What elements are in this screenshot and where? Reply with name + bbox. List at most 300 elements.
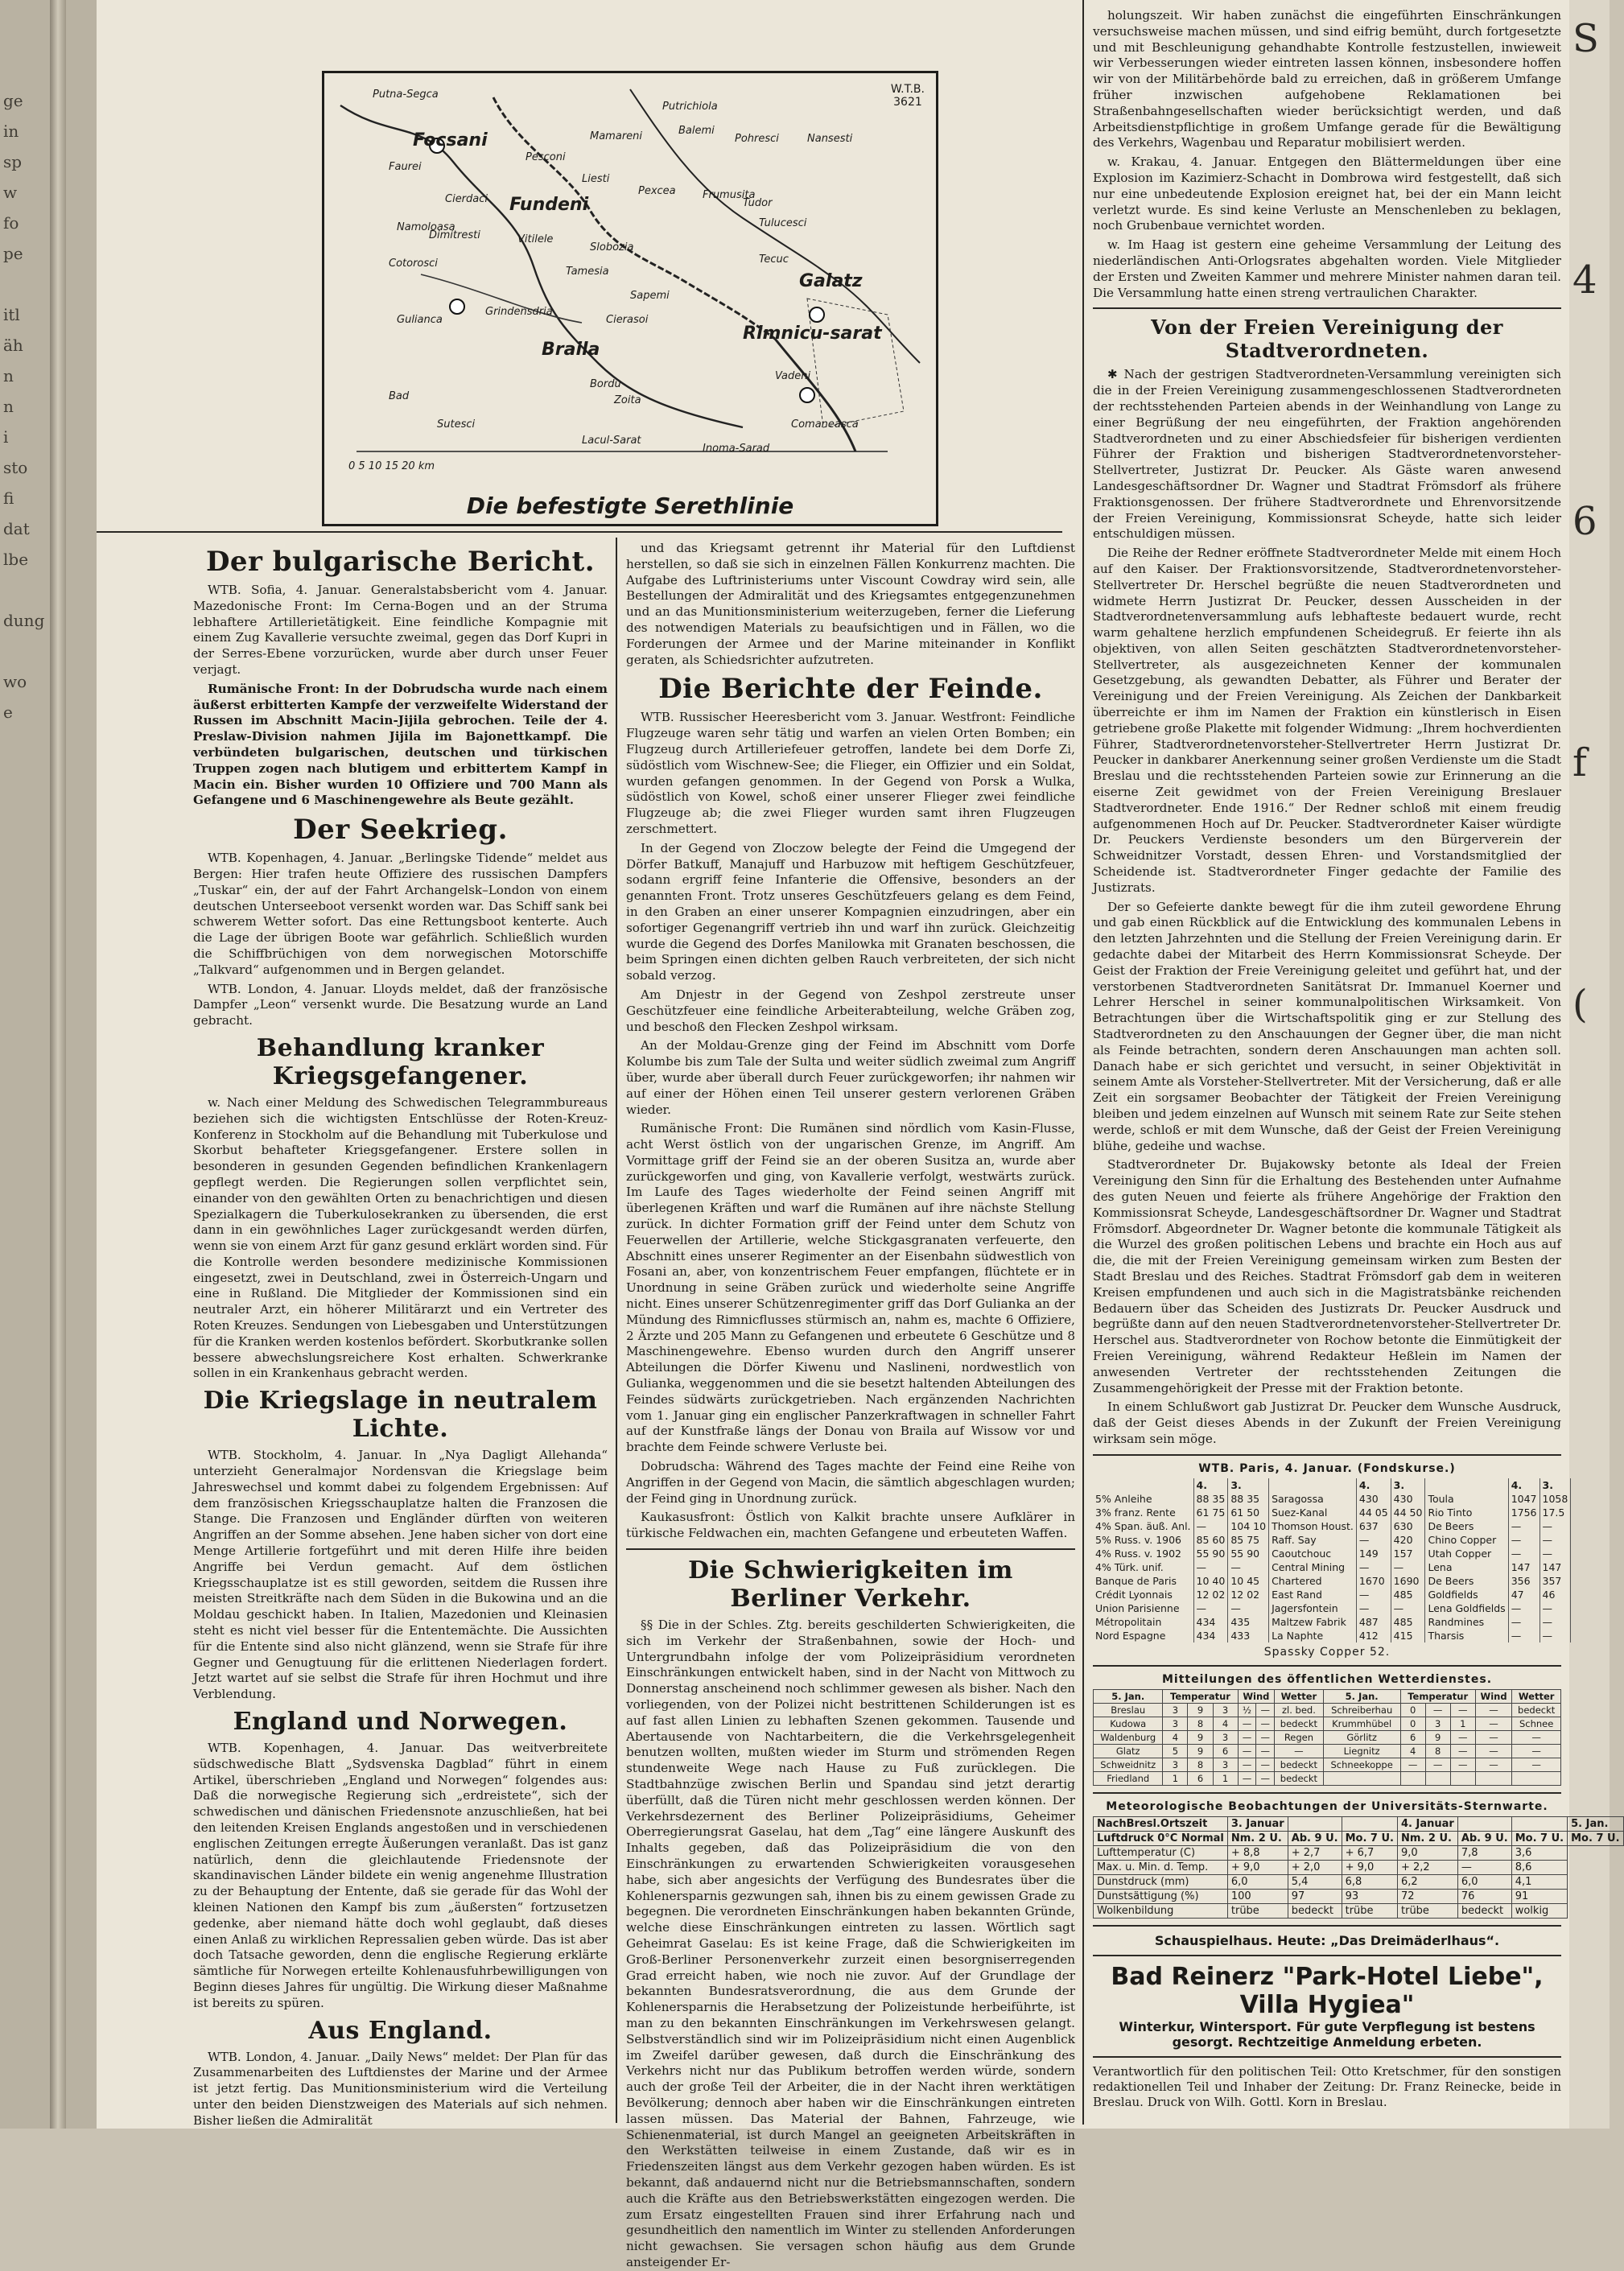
table-cell: Caoutchouc xyxy=(1269,1547,1357,1560)
table-row xyxy=(1094,1703,1561,1717)
table-cell: 430 xyxy=(1356,1492,1391,1506)
headline-bulgarian-report: Der bulgarische Bericht. xyxy=(205,546,596,578)
map-city-label: Zoita xyxy=(614,394,641,406)
table-cell: 85 75 xyxy=(1228,1533,1269,1547)
table-header-cell: Mo. 7 U. xyxy=(1568,1831,1623,1845)
article-paragraph: WTB. London, 4. Januar. „Daily News“ meldet: Der Plan für das Zusammenarbeiten des Luftdienstes der Marine und der Armee ist jetzt fertig. Das Munitionsministerium wird die Verteilung unter den beiden Dienstzweigen des Materials auf sich nehmen. Bisher ließen die Admiralität xyxy=(193,2049,608,2128)
table-row xyxy=(1093,1519,1571,1533)
edge-fragment: fi xyxy=(3,488,14,508)
article-paragraph: Dobrudscha: Während des Tages machte der Feind eine Reihe von Angriffen in der Gegend von Macin, die sämtlich abgeschlagen wurden; der Feind ging in Unordnung zurück. xyxy=(626,1459,1075,1506)
table-cell: 72 xyxy=(1398,1889,1458,1903)
table-cell: Central Mining xyxy=(1269,1560,1357,1574)
table-cell: — xyxy=(1508,1615,1540,1629)
table-row xyxy=(1093,1601,1571,1615)
table-cell: Wolkenbildung xyxy=(1094,1903,1228,1918)
map-city-label: Putrichiola xyxy=(662,101,718,113)
map-city-label: Cierasoi xyxy=(606,314,649,326)
table-cell: — xyxy=(1193,1519,1228,1533)
table-cell: + 9,0 xyxy=(1227,1860,1288,1874)
table-cell: 3 xyxy=(1213,1703,1238,1717)
table-cell: 4,1 xyxy=(1511,1874,1567,1889)
table-cell: East Rand xyxy=(1269,1588,1357,1601)
table-cell: 97 xyxy=(1288,1889,1342,1903)
article-separator xyxy=(626,1548,1075,1550)
market-box xyxy=(1093,1461,1568,1659)
headline-england-norway: England und Norwegen. xyxy=(233,1708,568,1737)
table-cell: 8,6 xyxy=(1511,1860,1567,1874)
edge-fragment: wo xyxy=(3,672,27,691)
table-cell: — xyxy=(1512,1744,1561,1758)
table-cell: 3 xyxy=(1213,1730,1238,1744)
headline-enemy-reports: Die Berichte der Feinde. xyxy=(658,673,1043,706)
table-cell: 46 xyxy=(1540,1588,1571,1601)
article-paragraph: In einem Schlußwort gab Justizrat Dr. Peucker dem Wunsche Ausdruck, daß der Geist dieses Abends in der Zukunft der Freien Vereinigung wirksam sein möge. xyxy=(1093,1399,1561,1446)
table-cell: 356 xyxy=(1508,1574,1540,1588)
table-cell: — xyxy=(1540,1519,1571,1533)
table-header-cell: 3. xyxy=(1540,1478,1571,1492)
map-city-label: Cierdaci xyxy=(445,193,488,205)
table-cell: 6,0 xyxy=(1227,1874,1288,1889)
table-cell: — xyxy=(1228,1560,1269,1574)
map-city-label: Mamareni xyxy=(590,130,643,142)
map-city-label: Sutesci xyxy=(437,418,476,431)
article-paragraph: holungszeit. Wir haben zunächst die eingeführten Einschränkungen versuchsweise machen müssen, und sind eifrig bemüht, durch fortgesetzte und mit Beschleunigung gehandhabte Kontrolle festzustellen, inwieweit wir Verbesserungen wieder eintreten lassen können, insbesondere hoffen wir von der Militärbehörde bald zu erreichen, daß in größerem Umfange früher inzwischen aufgehobene Reklamationen bei Straßenbahngesellschaften wieder berücksichtigt werden, und daß Arbeitsdienstpflichtige in großem Umfange gerade für die Bewältigung des Verkehrs, Wagenbau und Reparatur mobilisiert werden. xyxy=(1093,8,1561,150)
map-figure xyxy=(322,71,938,526)
table-cell: 434 xyxy=(1193,1629,1228,1642)
article-paragraph: WTB. Kopenhagen, 4. Januar. Das weitverbreitete südschwedische Blatt „Sydsvenska Dagblad“ führt in einem Artikel, überschrieben „England und Norwegen“ folgendes aus: Daß die norwegische Regierung sich „erdreistete“, sich der schwedischen und dänischen Friedensnote anzuschließen, hat bei den leitenden Kreisen Englands angestoßen und in verschiedenen englischen Zeitungen erregte Äußerungen veranlaßt. Das ist ganz natürlich, denn die gleichlautende Friedensnote der skandinavischen Länder bildete ein wenig angenehme Illustration zu der Behauptung der Entente, daß sie gerade für das Wohl der kleinen Nationen den Kampf bis zum „äußersten“ fortzusetzen gedenke, aber niemand hätte doch wohl geglaubt, daß dieses einen Anlaß zu wirklichen Repressalien geben würde. Das ist aber doch Tatsache geworden, denn die englische Regierung erklärte sämtliche für Norwegen erteilte Kohlenausfuhrbewilligungen von Beginn dieses Jahres für ungültig. Die Wirkung dieser Maßnahme ist bereits zu spüren. xyxy=(193,1741,608,2010)
table-cell: bedeckt xyxy=(1275,1758,1324,1771)
edge-fragment: 4 xyxy=(1572,258,1597,303)
table-cell: 3,6 xyxy=(1511,1845,1567,1860)
table-cell: bedeckt xyxy=(1457,1903,1511,1918)
table-cell: 357 xyxy=(1540,1574,1571,1588)
table-cell: — xyxy=(1540,1615,1571,1629)
table-cell: Crédit Lyonnais xyxy=(1093,1588,1193,1601)
table-cell: 10 45 xyxy=(1228,1574,1269,1588)
column-top-rule xyxy=(97,531,1062,533)
table-cell: 76 xyxy=(1457,1889,1511,1903)
table-header-cell: 4. xyxy=(1193,1478,1228,1492)
map-city-label: Bad xyxy=(389,390,410,402)
table-cell: 55 90 xyxy=(1228,1547,1269,1560)
table-cell: Görlitz xyxy=(1323,1730,1400,1744)
map-city-label: Cotorosci xyxy=(389,258,438,270)
table-cell: Liegnitz xyxy=(1323,1744,1400,1758)
table-cell xyxy=(1450,1771,1475,1785)
article-paragraph: Rumänische Front: Die Rumänen sind nördlich vom Kasin-Flusse, acht Werst östlich von der ungarischen Grenze, im Angriff. Am Vormittage griff der Feind sie an der oberen Susitza an, wurde aber zurückgeworfen und ging, von Kavallerie verfolgt, westwärts zurück. Im Laufe des Tages wiederholte der Feind seinen Angriff mit überlegenen Kräften und warf die Rumänen auf ihre nächste Stellung zurück. In dichter Formation griff der Feind unter dem Schutz von Feuerwellen der Artillerie, welche Stickgasgranaten verfeuerte, den Abschnitt eines unserer Regimenter an der Eisenbahn südwestlich von Fosani an, aber, von konzentrischem Feuer empfangen, flüchtete er in Unordnung in seine Gräben zurück und wiederholte seine Angriffe nicht. Eines unserer Schützenregimenter griff das Dorf Gulianka an der Mündung des Rimnicflusses stürmisch an, nahm es, machte 6 Offiziere, 2 Ärzte und 205 Mann zu Gefangenen und erbeutete 6 Geschütze und 8 Maschinengewehre. Ebenso wurden durch den Angriff unserer Abteilungen die Dörfer Kiwenu und Naslineni, nordwestlich von Gulianka, weggenommen und die sie besetzt haltenden Abteilungen des Feindes südwärts zurückgetrieben. Nach ergänzenden Nachrichten vom 1. Januar ging ein englischer Panzerkraftwagen in schneller Fahrt auf der Kunstfraße längs der Donau von Braila auf Wissow vor und brachte dem Feinde schwere Verluste bei. xyxy=(626,1121,1075,1455)
table-cell: 1756 xyxy=(1508,1506,1540,1519)
table-cell: 147 xyxy=(1508,1560,1540,1574)
table-cell: + 2,7 xyxy=(1288,1845,1342,1860)
table-cell: 10 40 xyxy=(1193,1574,1228,1588)
table-cell: La Naphte xyxy=(1269,1629,1357,1642)
table-cell: 435 xyxy=(1228,1615,1269,1629)
newspaper-page xyxy=(97,0,1620,2269)
weather-title: Mitteilungen des öffentlichen Wetterdienstes. xyxy=(1161,1672,1493,1686)
table-cell: Nord Espagne xyxy=(1093,1629,1193,1642)
headline-war-situation-neutral: Die Kriegslage in neutralem Lichte. xyxy=(203,1387,598,1444)
table-header-row xyxy=(1093,1478,1571,1492)
edge-fragment: f xyxy=(1572,740,1587,785)
table-cell: 6,2 xyxy=(1398,1874,1458,1889)
table-cell: 6,8 xyxy=(1342,1874,1397,1889)
table-cell: — xyxy=(1256,1703,1275,1717)
table-cell: — xyxy=(1508,1547,1540,1560)
table-cell: Schnee xyxy=(1512,1717,1561,1730)
weather-box xyxy=(1093,1673,1561,1786)
advertisement-title: Bad Reinerz "Park-Hotel Liebe", Villa Hygiea" xyxy=(1111,1962,1544,2019)
edge-fragment: lbe xyxy=(3,550,29,569)
table-cell: 61 75 xyxy=(1193,1506,1228,1519)
table-cell: Kudowa xyxy=(1094,1717,1163,1730)
table-cell: 4 xyxy=(1163,1730,1188,1744)
table-cell: Lufttemperatur (C) xyxy=(1094,1845,1228,1860)
table-cell: — xyxy=(1425,1758,1450,1771)
table-cell: Chino Copper xyxy=(1425,1533,1508,1547)
table-cell: 3 xyxy=(1213,1758,1238,1771)
table-cell: 485 xyxy=(1391,1588,1425,1601)
table-cell: + 2,0 xyxy=(1288,1860,1342,1874)
map-city-label: Bordu xyxy=(590,378,621,390)
map-city-label: Vitilele xyxy=(517,233,554,245)
table-cell: 5% Anleihe xyxy=(1093,1492,1193,1506)
map-stamp-line1: W.T.B. xyxy=(890,83,925,96)
table-cell: Schweidnitz xyxy=(1094,1758,1163,1771)
table-header-cell: Wind xyxy=(1238,1689,1275,1703)
table-cell: Glatz xyxy=(1094,1744,1163,1758)
table-cell: — xyxy=(1450,1758,1475,1771)
table-header-cell: 3. xyxy=(1228,1478,1269,1492)
table-row xyxy=(1093,1574,1571,1588)
advertisement-text: Winterkur, Wintersport. Für gute Verpflegung ist bestens gesorgt. Rechtzeitige Anmeldung erbeten. xyxy=(1119,2018,1535,2050)
table-header-row xyxy=(1094,1689,1561,1703)
table-cell: 3% franz. Rente xyxy=(1093,1506,1193,1519)
table-cell: Dunstsättigung (%) xyxy=(1094,1889,1228,1903)
map-city-label: Tulucesci xyxy=(759,217,807,229)
column-rule-2 xyxy=(1082,0,1084,2125)
table-cell: 1 xyxy=(1163,1771,1188,1785)
table-cell: 8 xyxy=(1425,1744,1450,1758)
table-cell: 4% Span. äuß. Anl. xyxy=(1093,1519,1193,1533)
map-city-label: Galatz xyxy=(799,271,863,291)
table-cell: 12 02 xyxy=(1228,1588,1269,1601)
article-separator xyxy=(1093,307,1561,309)
table-cell: 147 xyxy=(1540,1560,1571,1574)
table-cell: 434 xyxy=(1193,1615,1228,1629)
table-cell: 12 02 xyxy=(1193,1588,1228,1601)
article-paragraph: Rumänische Front: In der Dobrudscha wurde nach einem äußerst erbitterten Kampfe der verzweifelte Widerstand der Russen im Abschnitt Macin-Jijila gebrochen. Teile der 4. Preslaw-Division nahmen Jijila im Bajonettkampf. Die verbündeten bulgarischen, deutschen und türkischen Truppen zogen nach blutigem und erbittertem Kampf in Macin ein. Bisher wurden 10 Offiziere und 700 Mann als Gefangene und 6 Maschinengewehre als Beute gezählt. xyxy=(193,681,608,808)
table-cell: Banque de Paris xyxy=(1093,1574,1193,1588)
edge-fragment: w xyxy=(3,183,18,202)
map-city-label: Liesti xyxy=(582,173,610,185)
table-header-cell: 4. xyxy=(1508,1478,1540,1492)
table-cell: — xyxy=(1450,1703,1475,1717)
table-header-cell xyxy=(1425,1478,1508,1492)
table-row xyxy=(1093,1533,1571,1547)
market-table xyxy=(1093,1478,1571,1642)
map-city-label: Putna-Segca xyxy=(373,89,439,101)
table-cell: bedeckt xyxy=(1275,1771,1324,1785)
table-cell: — xyxy=(1450,1744,1475,1758)
table-cell: — xyxy=(1450,1730,1475,1744)
table-cell: — xyxy=(1512,1730,1561,1744)
edge-fragment: in xyxy=(3,122,19,141)
table-cell: Goldfields xyxy=(1425,1588,1508,1601)
table-header-cell: 3. Januar xyxy=(1227,1816,1288,1831)
table-cell: 637 xyxy=(1356,1519,1391,1533)
table-cell: zl. bed. xyxy=(1275,1703,1324,1717)
table-cell: — xyxy=(1475,1717,1512,1730)
table-cell: 55 90 xyxy=(1193,1547,1228,1560)
table-cell: — xyxy=(1508,1601,1540,1615)
table-cell: 44 50 xyxy=(1391,1506,1425,1519)
table-cell: — xyxy=(1391,1560,1425,1574)
box-separator xyxy=(1093,1955,1561,1956)
table-cell: — xyxy=(1508,1533,1540,1547)
table-cell: 485 xyxy=(1391,1615,1425,1629)
article-paragraph: und das Kriegsamt getrennt ihr Material für den Luftdienst herstellen, so daß sie sich in einzelnen Fällen Konkurrenz machten. Die Aufgabe des Luftrinisteriums unter Viscount Cowdray wird sein, alle Bestellungen der Admiralität und des Kriegsamtes entgegenzunehmen und an das Munitionsministerium weiterzugeben, ferner die Lieferung des notwendigen Materials zu beaufsichtigen und in Fällen, wo die Forderungen der Armee und der Marine miteinander in Konflikt geraten, als Schiedsrichter aufzutreten. xyxy=(626,541,1075,667)
table-cell: Suez-Kanal xyxy=(1269,1506,1357,1519)
table-cell: 0 xyxy=(1400,1703,1425,1717)
table-header-cell: Luftdruck 0°C Normal xyxy=(1094,1831,1228,1845)
market-header: WTB. Paris, 4. Januar. (Fondskurse.) xyxy=(1198,1461,1456,1475)
table-cell: 6,0 xyxy=(1457,1874,1511,1889)
table-cell: — xyxy=(1256,1717,1275,1730)
table-cell xyxy=(1400,1771,1425,1785)
edge-fragment: 6 xyxy=(1572,499,1597,544)
article-paragraph: w. Nach einer Meldung des Schwedischen Telegrammbureaus beziehen sich die wichtigsten Entschlüsse der Roten-Kreuz-Konferenz in Stockholm auf die Behandlung mit Tuberkulose und Skorbut behafteter Kriegsgefangener. Erstere sollen in besonderen in gesunden Gegenden befindlichen Krankenlagern gepflegt werden. Die Regierungen sollen verpflichtet sein, einander von den gewählten Orten zu benachrichtigen und diesen Spezialkagern die Tuberkulosekranken zu übersenden, die erst dann in ein gewöhnliches Lager zurückgesandt werden dürfen, wenn sie von einem Arzt für ganz gesund erklärt worden sind. Für die Kontrolle werden besondere medizinische Kommissionen eingesetzt, zwei in Deutschland, zwei in Österreich-Ungarn und eine in Rußland. Die Mitglieder der Kommissionen sind ein neutraler Arzt, ein höherer Militärarzt und ein Vertreter des Roten Kreuzes. Sendungen von Liebesgaben und Unterstützungen für die Kranken werden kostenlos befördert. Skorbutkranke sollen bessere abwechslungsreichere Kost erhalten. Schwerkranke sollen in ein Krankenhaus gebracht werden. xyxy=(193,1094,608,1381)
table-cell: 5% Russ. v. 1906 xyxy=(1093,1533,1193,1547)
table-cell: — xyxy=(1256,1744,1275,1758)
article-paragraph: WTB. London, 4. Januar. Lloyds meldet, daß der französische Dampfer „Leon“ versenkt wurde. Die Besatzung wurde an Land gebracht. xyxy=(193,981,608,1028)
table-cell: 433 xyxy=(1228,1629,1269,1642)
market-footer: Spassky Copper 52. xyxy=(1263,1645,1391,1659)
table-header-cell: Nm. 2 U. xyxy=(1227,1831,1288,1845)
table-cell: — xyxy=(1275,1744,1324,1758)
article-separator xyxy=(1093,1454,1561,1456)
table-cell: 47 xyxy=(1508,1588,1540,1601)
table-cell: trübe xyxy=(1227,1903,1288,1918)
table-cell: — xyxy=(1475,1758,1512,1771)
box-separator xyxy=(1093,1925,1561,1927)
table-cell: 1 xyxy=(1450,1717,1475,1730)
table-cell: — xyxy=(1540,1629,1571,1642)
article-paragraph: An der Moldau-Grenze ging der Feind im Abschnitt vom Dorfe Kolumbe bis zum Tale der Sulta und weiter südlich zweimal zum Angriff über, wurde aber überall durch Feuer zurückgeworfen; ihr nahmen wir auf einer der Höhen einen Teil unserer gestern verlorenen Gräben wieder. xyxy=(626,1038,1075,1117)
table-cell: 630 xyxy=(1391,1519,1425,1533)
map-city-label: Tamesia xyxy=(566,266,609,278)
table-cell: wolkig xyxy=(1511,1903,1567,1918)
table-cell: — xyxy=(1238,1771,1256,1785)
table-cell xyxy=(1425,1771,1450,1785)
map-city-label: Rimnicu-sarat xyxy=(743,324,882,344)
table-row xyxy=(1094,1744,1561,1758)
table-row xyxy=(1094,1903,1624,1918)
table-cell: Lena Goldfields xyxy=(1425,1601,1508,1615)
table-header-cell: 4. Januar xyxy=(1398,1816,1458,1831)
edge-fragment: e xyxy=(3,703,13,722)
table-cell: bedeckt xyxy=(1275,1717,1324,1730)
article-paragraph: w. Im Haag ist gestern eine geheime Versammlung der Leitung des niederländischen Anti-Orlogsrates abgehalten worden. Viele Mitglieder der Ersten und Zweiten Kammer und mehrere Minister nahmen daran teil. Die Versammlung hatte einen streng vertraulichen Charakter. xyxy=(1093,237,1561,300)
table-cell: Saragossa xyxy=(1269,1492,1357,1506)
table-row xyxy=(1094,1758,1561,1771)
table-header-cell: NachBresl.Ortszeit xyxy=(1094,1816,1228,1831)
edge-fragment: sp xyxy=(3,152,23,171)
table-cell: — xyxy=(1356,1588,1391,1601)
table-cell: 4% Türk. unif. xyxy=(1093,1560,1193,1574)
table-cell: — xyxy=(1238,1758,1256,1771)
table-row xyxy=(1093,1492,1571,1506)
table-cell: 1047 xyxy=(1508,1492,1540,1506)
table-cell: 5,4 xyxy=(1288,1874,1342,1889)
table-row xyxy=(1094,1889,1624,1903)
article-paragraph: WTB. Kopenhagen, 4. Januar. „Berlingske Tidende“ meldet aus Bergen: Hier trafen heute Offiziere des russischen Dampfers „Tuskar“ ein, der auf der Fahrt Archangelsk–London von einem deutschen Unterseeboot versenkt worden war. Das Schiff sank bei schwerem Wetter sofort. Das eine Rettungsboot kenterte. Auch die Lage der übrigen Boote war gefährlich. Schließlich wurden die Schiffbrüchigen von dem norwegischen Motorschiffe „Talkvard“ aufgenommen und in Bergen gelandet. xyxy=(193,851,608,977)
table-cell: Waldenburg xyxy=(1094,1730,1163,1744)
table-cell: 3 xyxy=(1163,1717,1188,1730)
table-cell: — xyxy=(1256,1730,1275,1744)
table-cell: bedeckt xyxy=(1288,1903,1342,1918)
table-header-cell: Wind xyxy=(1475,1689,1512,1703)
table-cell: — xyxy=(1540,1547,1571,1560)
table-cell: Maltzew Fabrik xyxy=(1269,1615,1357,1629)
article-paragraph: WTB. Russischer Heeresbericht vom 3. Januar. Westfront: Feindliche Flugzeuge waren sehr tätig und warfen an vielen Orten Bomben; ein Flugzeug durch Artilleriefeuer getroffen, landete bei dem Dorfe Zi, südöstlich vom Wischnew-See; die Flieger, ein Offizier und ein Soldat, wurden gefangen genommen. In der Gegend von Porsk a Wulka, südöstlich von Kowel, schoß einer unserer Flieger zwei feindliche Flugzeuge ab; die zwei Flieger wurden samt ihren Flugzeugen zerschmettert. xyxy=(626,710,1075,836)
box-separator xyxy=(1093,1665,1561,1667)
table-cell: 1670 xyxy=(1356,1574,1391,1588)
column-1 xyxy=(193,541,608,2126)
edge-fragment: ( xyxy=(1572,982,1588,1027)
map-caption: Die befestigte Serethlinie xyxy=(466,493,794,519)
article-paragraph: Stadtverordneter Dr. Bujakowsky betonte als Ideal der Freien Vereinigung den Sinn für die Erhaltung des Bestehenden unter Aufnahme des guten Neuen und feierte als frühere Angehörige der Fraktion den Kommissionsrat Scheyde, Landesgeschäftsordner Dr. Wagner und Stadtrat Frömsdorf. Abgeordneter Dr. Wagner betonte die kommunale Tätigkeit als die Wurzel des großen politischen Lebens und brachte ein Hoch aus auf die, die mit der Freien Vereinigung gemeinsam wirken zum Besten der Stadt Breslau und des Reiches. Stadtrat Frömsdorf gab dem in weiteren Kreisen empfundenen und auch sich in die Magistratsbänke reichenden Bedauern über das Scheiden des Justizrats Dr. Peucker Ausdruck und begrüßte dann auf den neuen Stadtverordnetenvorsteher-Stellvertreter Dr. Herschel aus. Stadtverordneter von Rochow betonte die Einmütigkeit der Freien Vereinigung, während Redakteur Heßlein im Namen der anwesenden Vertreter der rechtsstehenden Zeitungen die Zusammengehörigkeit der Presse mit der Fraktion betonte. xyxy=(1093,1157,1561,1395)
table-cell: 4% Russ. v. 1902 xyxy=(1093,1547,1193,1560)
article-paragraph: ✱ Nach der gestrigen Stadtverordneten-Versammlung vereinigten sich die in der Freien Vereinigung zusammengeschlossenen Stadtverordneten der rechtsstehenden Parteien abends in der Weinhandlung von Lange zu einer Begrüßung der neu eingeführten, der Fraktion angehörenden Stadtverordneten und zu einer Abschiedsfeier für bisherigen verdienten Führer der Fraktion und bisherigen Stadtverordnetenvorsteher-Stellvertreter, Justizrat Dr. Peucker. Als Gäste waren anwesend Landesgeschäftsordner Dr. Wagner und Stadtrat Frömsdorf als frühere Fraktionsgenossen. Der frühere Stadtverordnete und Ehrenvorsitzende der Freien Vereinigung, Kommissionsrat Scheyde, hatte sich leider entschuldigen müssen. xyxy=(1093,367,1561,542)
table-cell: + 2,2 xyxy=(1398,1860,1458,1874)
map-city-label: Braila xyxy=(542,340,600,360)
table-cell: Utah Copper xyxy=(1425,1547,1508,1560)
table-cell: 4 xyxy=(1213,1717,1238,1730)
table-header-cell: Nm. 2 U. xyxy=(1398,1831,1458,1845)
table-header-cell: Mo. 7 U. xyxy=(1511,1831,1567,1845)
edge-fragment: itl xyxy=(3,305,20,324)
table-row xyxy=(1094,1845,1624,1860)
table-header-cell: Temperatur xyxy=(1163,1689,1238,1703)
column-3 xyxy=(1093,8,1620,2125)
table-cell xyxy=(1475,1771,1512,1785)
table-cell: 88 35 xyxy=(1193,1492,1228,1506)
table-header-cell xyxy=(1093,1478,1193,1492)
map-city-label: Nansesti xyxy=(807,133,853,145)
table-header-cell: Ab. 9 U. xyxy=(1288,1831,1342,1845)
table-row xyxy=(1093,1615,1571,1629)
table-cell: + 8,8 xyxy=(1227,1845,1288,1860)
table-cell: — xyxy=(1508,1629,1540,1642)
table-row xyxy=(1093,1560,1571,1574)
table-cell: 6 xyxy=(1400,1730,1425,1744)
table-header-cell: Ab. 9 U. xyxy=(1457,1831,1511,1845)
article-paragraph: §§ Die in der Schles. Ztg. bereits geschilderten Schwierigkeiten, die sich im Verkehr der Straßenbahnen, sowie der Hoch- und Untergrundbahn infolge der vom Polizeipräsidium verordneten Einschränkungen entwickelt haben, sind in der Nacht von Mittwoch zu Donnerstag anscheinend noch schlimmer gewesen als bisher. Nach den vorliegenden, von der Polizei nicht bestrittenen Schilderungen ist es auf fast allen Linien zu lebhaften Szenen gekommen. Tausende und Abertausende von Nachtarbeitern, die die Verkehrsgelegenheit benutzen wollten, mußten wieder im Sturm und strömenden Regen stundenweite Wege nach Hause zu Fuß zurücklegen. Die Stadtbahnzüge zwischen Berlin und Spandau sind jetzt derartig überfüllt, daß die Türen nicht mehr geschlossen werden können. Der Verkehrsdezernent des Berliner Polizeipräsidiums, Geheimer Oberregierungsrat Gaselau, hat dem „Tag“ eine längere Auskunft des Inhalts gegeben, daß das Polizeipräsidium die von den Einschränkungen zu erwartenden Schwierigkeiten vorausgesehen habe, sich aber angesichts der Verfügung des Bundesrates über die Kohlenersparnis gezwungen sah, ihnen bis zu einem gewissen Grade zu begegnen. Die verordneten Einschränkungen haben bekannten Gründe, welche diese Einschränkungen eintreten zu lassen. Wörtlich sagt Geheimrat Gaselau: Es ist keine Frage, daß die Schwierigkeiten im Groß-Berliner Personenverkehr zurzeit einen besorgniserregenden Grad erreicht haben, wie noch nie zuvor. Auf der Grundlage der bekannten Bundesratsverordnung, die aus dem Grunde der Kohlenersparnis die Herabsetzung der Polizeistunde herbeiführte, ist man zu den bekannten Einschränkungen im Verkehrswesen gelangt. Selbstverständlich sind wir im Polizeipräsidium nicht einen Augenblick im Zweifel darüber gewesen, daß durch die Einschränkung des Verkehrs nicht nur das Publikum betroffen werden würde, sondern auch der große Teil der Arbeiter, die in der Nacht ihren werktätigen Bevölkerung; dennoch aber haben wir die Einschränkungen eintreten lassen müssen. Das Material der Bahnen, Fahrzeuge, wie Schienenmaterial, ist durch Mangel an geeigneten Arbeitskräften in den Werkstätten teilweise in einem Zustande, daß wir es in Friedenszeiten längst aus dem Verkehr gezogen haben würden. Es ist bekannt, daß andauernd nicht nur die Betriebsmannschaften, sondern auch die Kräfte aus den Betriebswerkstätten eingezogen werden. Die zum Ersatz eingestellten Frauen sind ihrer Erfahrung nach und gesundheitlich den namentlich im Winter zu stellenden Anforderungen nicht gewachsen. Sie versagen schon häufig aus dem Grunde ansteigender Er- xyxy=(626,1618,1075,2269)
map-city-label: Sapemi xyxy=(630,290,670,302)
headline-city-council: Von der Freien Vereinigung der Stadtverordneten. xyxy=(1151,315,1503,363)
table-header-cell: 5. Jan. xyxy=(1568,1816,1623,1831)
table-header-cell: 4. xyxy=(1356,1478,1391,1492)
table-header-cell xyxy=(1288,1816,1342,1831)
table-cell: 88 35 xyxy=(1228,1492,1269,1506)
table-cell: 9 xyxy=(1425,1730,1450,1744)
table-row xyxy=(1094,1771,1561,1785)
table-cell: — xyxy=(1356,1601,1391,1615)
theater-notice: Schauspielhaus. Heute: „Das Dreimäderlhaus“. xyxy=(1154,1932,1500,1948)
map-city-label: Fundeni xyxy=(509,195,589,215)
table-header-cell: Mo. 7 U. xyxy=(1342,1831,1397,1845)
left-page-edge xyxy=(0,0,97,2129)
table-cell: Schneekoppe xyxy=(1323,1758,1400,1771)
table-cell: 44 05 xyxy=(1356,1506,1391,1519)
table-cell: 415 xyxy=(1391,1629,1425,1642)
map-stamp xyxy=(891,83,925,109)
table-cell: 3 xyxy=(1163,1703,1188,1717)
table-row xyxy=(1094,1860,1624,1874)
table-cell: 9,0 xyxy=(1398,1845,1458,1860)
edge-fragment: sto xyxy=(3,458,28,477)
imprint: Verantwortlich für den politischen Teil: Otto Kretschmer, für den sonstigen redaktionellen Teil und Inhaber der Zeitung: Dr. Franz Reinecke, beide in Breslau. Druck von Wilh. Gottl. Korn in Breslau. xyxy=(1093,2063,1561,2109)
table-cell: De Beers xyxy=(1425,1574,1508,1588)
table-cell: — xyxy=(1457,1860,1511,1874)
map-city-label: Vadeni xyxy=(775,370,811,382)
edge-fragment: fo xyxy=(3,213,19,233)
table-row xyxy=(1093,1588,1571,1601)
table-header-cell xyxy=(1457,1816,1511,1831)
table-cell: Max. u. Min. d. Temp. xyxy=(1094,1860,1228,1874)
map-city-label: Namoloasa xyxy=(397,221,455,233)
table-row xyxy=(1093,1629,1571,1642)
table-cell: 412 xyxy=(1356,1629,1391,1642)
table-cell: + 6,7 xyxy=(1342,1845,1397,1860)
table-cell: 104 10 xyxy=(1228,1519,1269,1533)
table-cell: 6 xyxy=(1213,1744,1238,1758)
table-header-cell: 5. Jan. xyxy=(1094,1689,1163,1703)
map-city-label: Gulianca xyxy=(397,314,443,326)
headline-sick-prisoners: Behandlung kranker Kriegsgefangener. xyxy=(256,1033,545,1090)
map-city-label: Comaneasca xyxy=(791,418,859,431)
table-cell: — xyxy=(1400,1758,1425,1771)
table-row xyxy=(1094,1874,1624,1889)
article-paragraph: w. Krakau, 4. Januar. Entgegen den Blättermeldungen über eine Explosion im Kazimierz-Schacht in Dombrowa wird festgestellt, daß sich nur eine unbedeutende Explosion ereignet hat, bei der ein Mann leicht verletzt wurde. Es sind keine Verluste an Menschenleben zu beklagen, noch Grubenbaue vernichtet worden. xyxy=(1093,155,1561,233)
map-drawing xyxy=(324,73,931,492)
table-cell: Friedland xyxy=(1094,1771,1163,1785)
table-cell: De Beers xyxy=(1425,1519,1508,1533)
table-cell: — xyxy=(1238,1744,1256,1758)
table-cell: Lena xyxy=(1425,1560,1508,1574)
table-cell: 157 xyxy=(1391,1547,1425,1560)
right-page-edge xyxy=(1569,0,1610,2129)
table-header-cell xyxy=(1269,1478,1357,1492)
table-header-row xyxy=(1094,1816,1624,1831)
edge-fragment: i xyxy=(3,427,9,447)
article-paragraph: In der Gegend von Zloczow belegte der Feind die Umgegend der Dörfer Batkuff, Manajuff und Harbuzow mit heftigem Geschützfeuer, sodann ergriff feine Infanterie die Offensive, besonders an der genannten Front. Trotz unseres Geschützfeuers gelang es dem Feind, in den Graben an einer unserer Kompagnien einzudringen, aber ein sofortiger Gegenangriff vertrieb ihn und warf ihn zurück. Gleichzeitig wurde die Gegend des Dorfes Manilowka mit Granaten beschossen, die beim Springen einen dichten gelben Rauch verbreiteten, der sich nicht sobald verzog. xyxy=(626,840,1075,983)
column-2 xyxy=(626,541,1075,2269)
column-rule-1 xyxy=(616,538,617,2123)
table-cell: 149 xyxy=(1356,1547,1391,1560)
table-cell: 91 xyxy=(1511,1889,1567,1903)
map-city-label: Pexcea xyxy=(638,185,676,197)
table-cell: 9 xyxy=(1188,1744,1213,1758)
table-cell: 0 xyxy=(1400,1717,1425,1730)
table-cell: trübe xyxy=(1398,1903,1458,1918)
article-paragraph: Die Reihe der Redner eröffnete Stadtverordneter Melde mit einem Hoch auf den Kaiser. Der Fraktionsvorsitzende, Stadtverordnetenvorsteher-Stellvertreter Dr. Herschel begrüßte die neuen Stadtverordneten und widmete Herrn Justizrat Dr. Peucker, dessen Ausscheiden in der Stadtverordnetenversammlung aufs lebhafteste bedauert wurde, recht warm gehaltene herzlich empfundenen Scheidegruß. Er feierte ihn als objektiven, von allen Seiten geschätzten Stadtverordnetenvorsteher-Stellvertreter, als ausgezeichneten Kenner der kommunalen Gesetzgebung, als gewandten Debatter, als Führer und Berater der Vereinigung und der Freien Vereinigung. Als Zeichen der Dankbarkeit überreichte er ihm im Namen der Fraktion ein künstlerisch in Eisen getriebene große Plakette mit folgender Widmung: „Ihrem hochverdienten Führer, Stadtverordnetenvorsteher-Stellvertreter Herrn Justizrat Dr. Peucker in dankbarer Anerkennung seiner großen Verdienste um die Stadt Breslau und die rechtsstehenden Parteien sowie zur Erinnerung an die eiserne Zeit gewidmet von der Freien Vereinigung Breslauer Stadtverordneter. Ende 1916.“ Der Redner schloß mit einem freudig aufgenommenen Hoch auf Dr. Peucker. Stadtverordneter Kaiser würdigte Dr. Peuckers Verdienste besonders um den Bürgerverein der Schweidnitzer Vorstadt, dessen Ehren- und Vorstandsmitglied der Scheidende ist. Stadtverordneter Finger gedachte der Familie des Justizrats. xyxy=(1093,546,1561,895)
table-cell: Union Parisienne xyxy=(1093,1601,1193,1615)
table-cell: 6 xyxy=(1188,1771,1213,1785)
article-paragraph: Kaukasusfront: Östlich von Kalkit brachte unsere Aufklärer in türkische Feldwachen ein, machten Gefangene und erbeuteten Waffen. xyxy=(626,1510,1075,1541)
table-cell: — xyxy=(1193,1560,1228,1574)
table-cell: — xyxy=(1238,1717,1256,1730)
